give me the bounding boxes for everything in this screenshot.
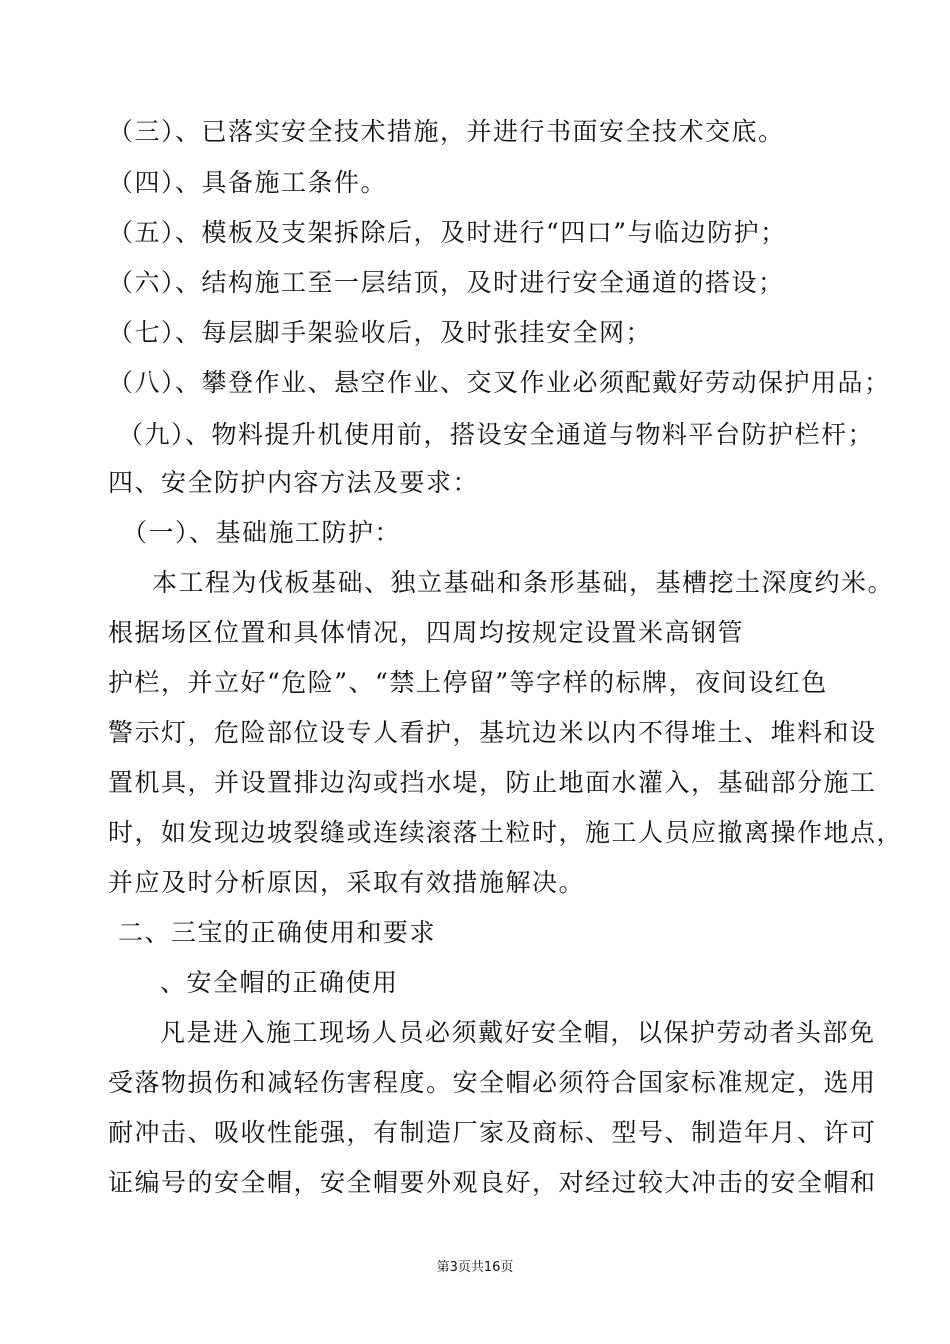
text-line: 根据场区位置和具体情况，四周均按规定设置米高钢管 [108, 618, 745, 647]
text-line: 护栏，并立好“危险”、“禁上停留”等字样的标牌，夜间设红色 [108, 668, 828, 697]
text-line: （八）、攀登作业、悬空作业、交叉作业必须配戴好劳动保护用品； [108, 368, 891, 397]
text-line: 本工程为伐板基础、独立基础和条形基础，基槽挖土深度约米。 [152, 568, 895, 597]
text-line: 时，如发现边坡裂缝或连续滚落土粒时，施工人员应撤离操作地点， [108, 818, 904, 847]
section-heading: 四、安全防护内容方法及要求： [108, 468, 480, 497]
text-line: （九）、物料提升机使用前，搭设安全通道与物料平台防护栏杆； [118, 420, 875, 449]
text-line: （三）、已落实安全技术措施，并进行书面安全技术交底。 [108, 117, 785, 146]
subsection-heading: （一）、基础施工防护： [122, 518, 402, 547]
text-line: 证编号的安全帽，安全帽要外观良好，对经过较大冲击的安全帽和 [108, 1168, 877, 1197]
text-line: 警示灯，危险部位设专人看护，基坑边米以内不得堆土、堆料和设 [108, 718, 877, 747]
subsection-heading: 、安全帽的正确使用 [160, 968, 399, 997]
text-line: （六）、结构施工至一层结顶，及时进行安全通道的搭设； [108, 268, 785, 297]
text-line: （七）、每层脚手架验收后，及时张挂安全网； [108, 318, 653, 347]
text-line: 并应及时分析原因，采取有效措施解决。 [108, 868, 586, 897]
text-line: 受落物损伤和减轻伤害程度。安全帽必须符合国家标准规定，选用 [108, 1068, 877, 1097]
text-line: （五）、模板及支架拆除后，及时进行“四口”与临边防护； [108, 218, 787, 247]
section-heading: 二、三宝的正确使用和要求 [118, 918, 437, 947]
text-line: 凡是进入施工现场人员必须戴好安全帽，以保护劳动者头部免 [160, 1018, 876, 1047]
text-line: （四）、具备施工条件。 [108, 168, 388, 197]
text-line: 耐冲击、吸收性能强，有制造厂家及商标、型号、制造年月、许可 [108, 1118, 877, 1147]
text-line: 置机具，并设置排边沟或挡水堤，防止地面水灌入，基础部分施工 [108, 768, 877, 797]
page-footer: 第3页共16页 [436, 1260, 514, 1275]
